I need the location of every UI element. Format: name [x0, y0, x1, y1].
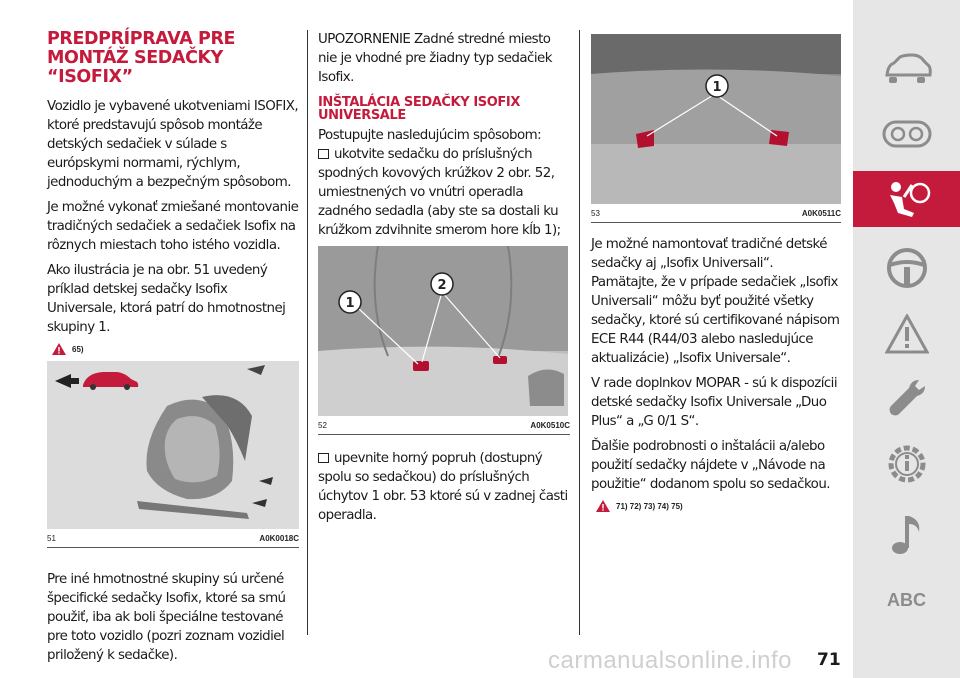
watermark: carmanualsonline.info: [548, 647, 792, 674]
airbag-icon: [882, 179, 932, 219]
column-divider: [307, 30, 308, 635]
figure-rule: [318, 434, 570, 435]
column-2: [318, 30, 570, 531]
warning-icon: [596, 500, 610, 512]
warning-icon: [52, 343, 66, 355]
sidebar-item-maintenance[interactable]: [853, 370, 960, 426]
bullet-text: upevnite horný popruh (dostupný spolu so sedačkou) do príslušných úchytov 1 obr. 53 ktoré sú v zadnej časti operadla.: [318, 451, 568, 523]
figure-code: A0K0511C: [801, 209, 841, 218]
chapter-sidebar: [853, 0, 960, 678]
page-number: 71: [817, 650, 841, 670]
paragraph: Postupujte nasledujúcim spôsobom:: [318, 128, 542, 143]
wrench-icon: [885, 376, 929, 420]
figure-code: A0K0018C: [259, 534, 299, 543]
callout-2: 2: [437, 278, 447, 293]
warning-reference: [52, 343, 299, 355]
column-1: [47, 30, 299, 671]
figure-number: 51: [47, 534, 56, 543]
figure-number: 52: [318, 421, 327, 430]
car-icon: [882, 53, 932, 87]
steering-wheel-icon: [886, 247, 928, 289]
music-note-icon: [889, 512, 925, 556]
bullet-item: [318, 145, 570, 240]
figure-rule: [591, 222, 841, 223]
figure-51-isofix-seat: [47, 361, 299, 529]
paragraph: Ako ilustrácia je na obr. 51 uvedený príklad detskej sedačky Isofix Universale, ktorá patrí do hmotnostnej skupiny 1.: [47, 263, 286, 335]
sidebar-item-dashboard[interactable]: [853, 106, 960, 162]
callout-1: 1: [345, 296, 355, 311]
paragraph: Je možné vykonať zmiešané montovanie tradičných sedačiek a sedačiek Isofix na rôznych miestach toho istého vozidla.: [47, 200, 299, 253]
callout-1: 1: [712, 80, 722, 95]
bullet-text: ukotvite sedačku do príslušných spodných kovových krúžkov 2 obr. 52, umiestnených vo vnútri operadla zadného sedadla (aby ste sa dostali ku krúžkom zdvihnite smerom hore kĺb 1);: [318, 147, 561, 238]
warning-ref-text: 65): [72, 344, 84, 354]
subsection-title: INŠTALÁCIA SEDAČKY ISOFIX UNIVERSALE: [318, 95, 520, 123]
figure-caption: [591, 209, 841, 218]
sidebar-item-multimedia[interactable]: [853, 506, 960, 562]
figure-rule: [47, 547, 299, 548]
top-tether-anchors-photo: [591, 34, 841, 204]
figure-52-lower-anchors: [318, 246, 568, 416]
sidebar-item-starting-driving[interactable]: [853, 240, 960, 296]
note-paragraph: UPOZORNENIE Zadné stredné miesto nie je vhodné pre žiadny typ sedačiek Isofix.: [318, 32, 552, 85]
paragraph: Je možné namontovať tradičné detské sedačky aj „Isofix Universali“. Pamätajte, že v prípade sedačiek „Isofix Universali“ môžu byť použité všetky sedačky, ktoré sú certifikované nápisom ECE R44 (R44/03 alebo nasledujúce aktualizácie) „Isofix Universale“.: [591, 237, 840, 366]
warning-reference: [596, 500, 841, 512]
paragraph: Vozidlo je vybavené ukotveniami ISOFIX, ktoré predstavujú spôsob montáže detských sedačiek v súlade s európskymi normami, rýchlym, jednoduchým a bezpečným spôsobom.: [47, 99, 299, 190]
paragraph: Ďalšie podrobnosti o inštalácii a/alebo použití sedačky nájdete v „Návode na použitie“ dodanom spolu so sedačkou.: [591, 439, 830, 492]
sidebar-item-emergency[interactable]: [853, 306, 960, 362]
paragraph: Pre iné hmotnostné skupiny sú určené špecifické sedačky Isofix, ktoré sa smú použiť, iba ak boli špeciálne testované pre toto vozidlo (pozri zoznam vozidiel priložený k sedačke).: [47, 572, 286, 663]
checkbox-bullet-icon: [318, 453, 329, 463]
section-title: PREDPRÍPRAVA PRE MONTÁŽ SEDAČKY “ISOFIX”: [47, 29, 236, 87]
dashboard-icon: [882, 119, 932, 149]
rear-seat-anchors-photo: [318, 246, 568, 416]
index-abc-label: ABC: [887, 589, 926, 610]
figure-number: 53: [591, 209, 600, 218]
figure-code: A0K0510C: [530, 421, 570, 430]
sidebar-item-safety[interactable]: [853, 171, 960, 227]
sidebar-item-index[interactable]: [853, 572, 960, 628]
bullet-item: [318, 449, 570, 525]
column-3: [591, 30, 841, 518]
figure-caption: [47, 534, 299, 543]
warning-ref-text: 71) 72) 73) 74) 75): [616, 501, 683, 511]
column-divider: [579, 30, 580, 635]
sidebar-item-car[interactable]: [853, 42, 960, 98]
gear-info-icon: [885, 442, 929, 486]
warning-triangle-icon: [885, 314, 929, 354]
child-seat-illustration: [47, 361, 299, 529]
paragraph: V rade doplnkov MOPAR - sú k dispozícii detské sedačky Isofix Universale „Duo Plus“ a „G 0/1 S“.: [591, 376, 838, 429]
figure-53-top-tether: [591, 34, 841, 204]
sidebar-item-technical-data[interactable]: [853, 436, 960, 492]
checkbox-bullet-icon: [318, 149, 329, 159]
figure-caption: [318, 421, 570, 430]
